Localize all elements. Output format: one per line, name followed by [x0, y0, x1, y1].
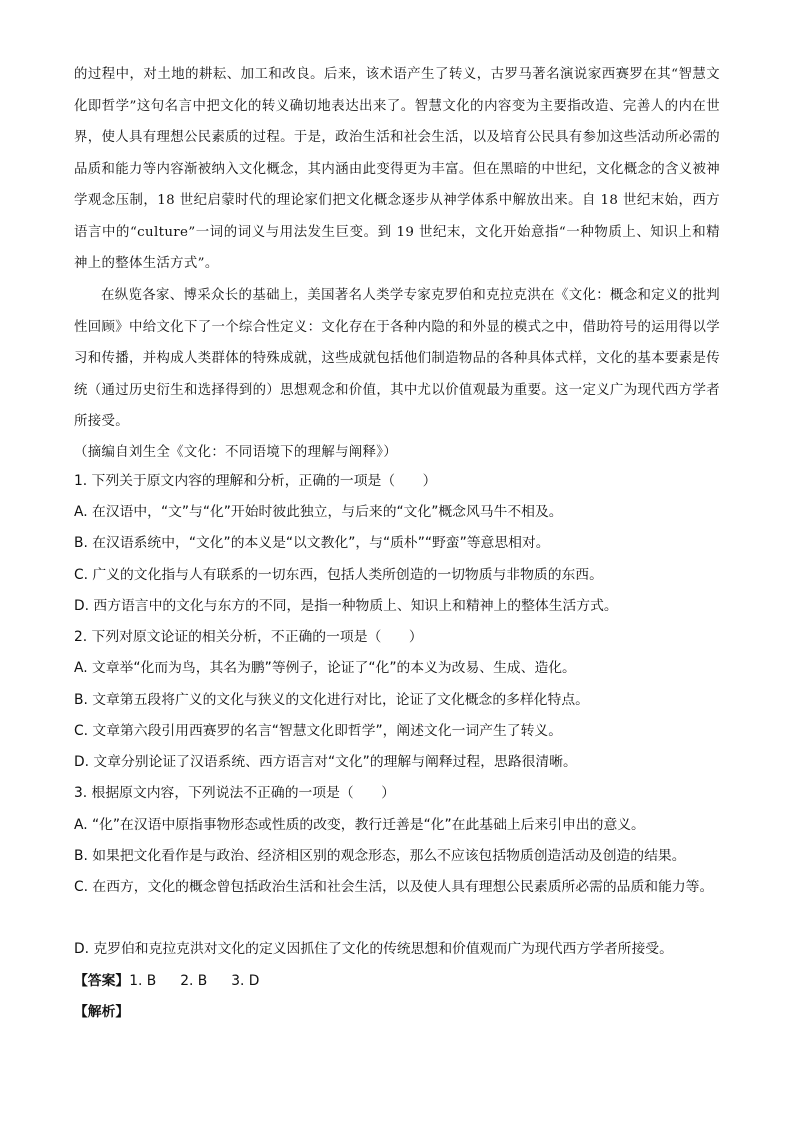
passage-paragraph-2: 在纵览各家、博采众长的基础上，美国著名人类学专家克罗伯和克拉克洪在《文化：概念和定义的批判性回顾》中给文化下了一个综合性定义：文化存在于各种内隐的和外显的模式之中，借助符号的运用得以学习和传播，并构成人类群体的特殊成就，这些成就包括他们制造物品的各种具体式样，文化的基本要素是传统（通过历史衍生和选择得到的）思想观念和价值，其中尤以价值观最为重要。这一定义广为现代西方学者所接受。 [74, 288, 720, 429]
passage-paragraph-1: 的过程中，对土地的耕耘、加工和改良。后来，该术语产生了转义，古罗马著名演说家西赛罗在其“智慧文化即哲学”这句名言中把文化的转义确切地表达出来了。智慧文化的内容变为主要指改造、完善人的内在世界，使人具有理想公民素质的过程。于是，政治生活和社会生活，以及培育公民具有参加这些活动所必需的品质和能力等内容渐被纳入文化概念，其内涵由此变得更为丰富。但在黑暗的中世纪，文化概念的含义被神学观念压制，18 世纪启蒙时代的理论家们把文化概念逐步从神学体系中解放出来。自 18 世纪末始，西方语言中的“culture”一词的词义与用法发生巨变。到 19 世纪末，文化开始意指“一种物质上、知识上和精神上的整体生活方式”。 [74, 67, 720, 271]
question-3-option-b: B. 如果把文化看作是与政治、经济相区别的观念形态，那么不应该包括物质创造活动及创造的结果。 [74, 848, 686, 864]
question-3-stem: 3. 根据原文内容，下列说法不正确的一项是（ ） [74, 785, 396, 801]
question-3-option-a: A. “化”在汉语中原指事物形态或性质的改变，教行迁善是“化”在此基础上后来引申出的意义。 [74, 817, 645, 833]
question-2-option-b: B. 文章第五段将广义的文化与狭义的文化进行对比，论证了文化概念的多样化特点。 [74, 692, 589, 708]
question-3-option-c: C. 在西方，文化的概念曾包括政治生活和社会生活，以及使人具有理想公民素质所必需的品质和能力等。 [74, 879, 714, 895]
question-1-option-a: A. 在汉语中，“文”与“化”开始时彼此独立，与后来的“文化”概念风马牛不相及。 [74, 504, 563, 520]
answer-label: 【答案】 [74, 973, 130, 989]
question-2-stem: 2. 下列对原文论证的相关分析，不正确的一项是（ ） [74, 629, 423, 645]
answer-line [74, 966, 724, 997]
question-2-option-c: C. 文章第六段引用西赛罗的名言“智慧文化即哲学”，阐述文化一词产生了转义。 [74, 723, 562, 739]
question-2-option-a: A. 文章举“化而为鸟，其名为鹏”等例子，论证了“化”的本义为改易、生成、造化。 [74, 660, 576, 676]
answer-2: 2. B [180, 973, 208, 989]
question-3-option-d: D. 克罗伯和克拉克洪对文化的定义因抓住了文化的传统思想和价值观而广为现代西方学者所接受。 [74, 941, 673, 957]
question-2-option-d: D. 文章分别论证了汉语系统、西方语言对“文化”的理解与阐释过程，思路很清晰。 [74, 754, 577, 770]
answer-3: 3. D [231, 973, 260, 989]
answer-1: 1. B [129, 973, 157, 989]
question-1-option-d: D. 西方语言中的文化与东方的不同，是指一种物质上、知识上和精神上的整体生活方式。 [74, 598, 618, 614]
question-1-option-b: B. 在汉语系统中，“文化”的本义是“以文教化”，与“质朴”“野蛮”等意思相对。 [74, 535, 550, 551]
analysis-label: 【解析】 [74, 1004, 130, 1020]
passage-source: （摘编自刘生全《文化：不同语境下的理解与阐释》） [74, 445, 398, 460]
question-1-stem: 1. 下列关于原文内容的理解和分析，正确的一项是（ ） [74, 473, 437, 489]
question-1-option-c: C. 广义的文化指与人有联系的一切东西，包括人类所创造的一切物质与非物质的东西。 [74, 567, 603, 583]
